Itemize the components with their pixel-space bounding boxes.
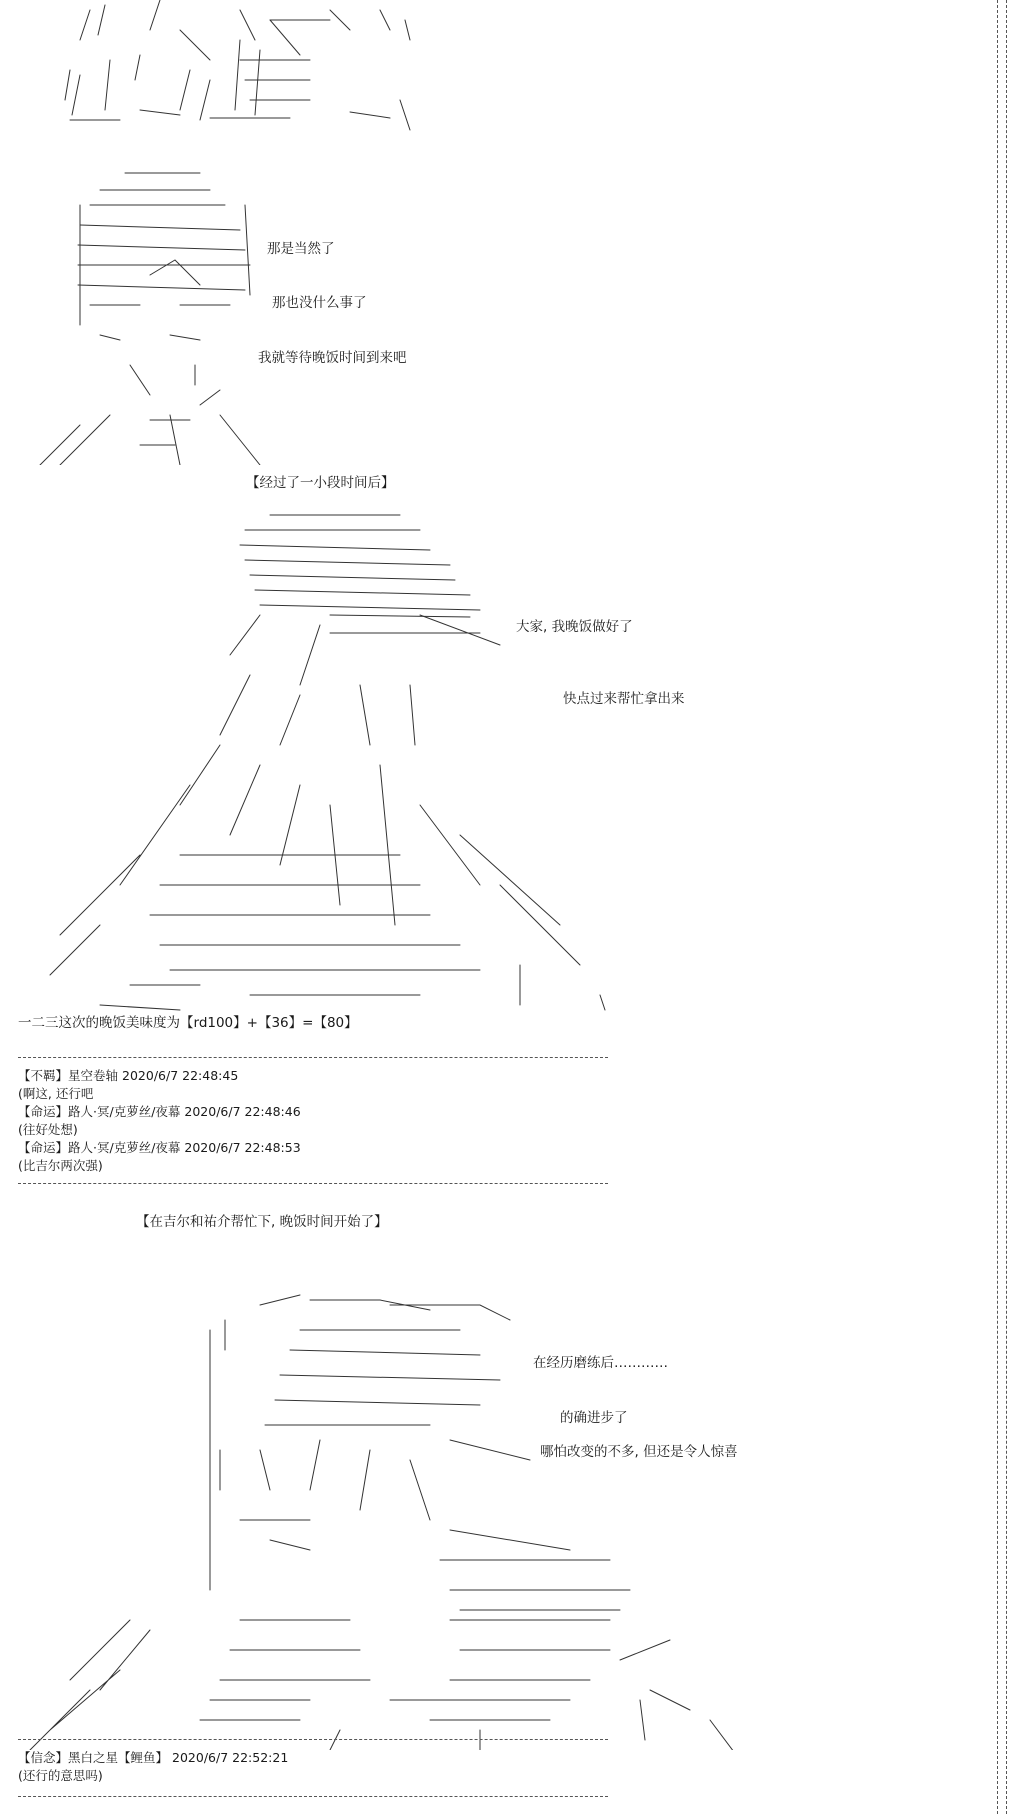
comment-text: (还行的意思吗) <box>18 1768 103 1783</box>
comment-author: 路人·冥/克萝丝/夜幕 <box>68 1104 181 1119</box>
right-border-line <box>997 0 998 1814</box>
comment-text: (往好处想) <box>18 1122 78 1137</box>
right-border-line-outer <box>1006 0 1007 1814</box>
comment-header <box>18 1750 288 1765</box>
comment-time: 2020/6/7 22:52:21 <box>172 1750 289 1765</box>
dialogue-line: 大家, 我晚饭做好了 <box>516 619 633 635</box>
dialogue-line: 那是当然了 <box>267 241 335 257</box>
comment-tag: 【不羁】 <box>18 1068 69 1083</box>
scene-caption: 【经过了一小段时间后】 <box>246 475 395 491</box>
divider <box>18 1796 608 1797</box>
ascii-art-character-1 <box>20 165 300 465</box>
dialogue-line: 哪怕改变的不多, 但还是令人惊喜 <box>540 1444 738 1460</box>
comment-author: 路人·冥/克萝丝/夜幕 <box>68 1140 181 1155</box>
comment-text: (啊这, 还行吧 <box>18 1086 94 1101</box>
scene-caption: 【在吉尔和祐介帮忙下, 晚饭时间开始了】 <box>136 1214 388 1230</box>
comment-header <box>18 1104 301 1119</box>
comment-header <box>18 1068 238 1083</box>
dialogue-line: 快点过来帮忙拿出来 <box>563 691 685 707</box>
dialogue-line: 在经历磨练后………… <box>533 1355 668 1371</box>
dialogue-line: 那也没什么事了 <box>272 295 367 311</box>
dialogue-line: 的确进步了 <box>560 1410 628 1426</box>
comment-time: 2020/6/7 22:48:46 <box>184 1104 301 1119</box>
comment-header <box>18 1140 301 1155</box>
comment-author: 黑白之星【鲤鱼】 <box>68 1750 169 1765</box>
comment-text: (比吉尔两次强) <box>18 1158 103 1173</box>
dice-result-line: 一二三这次的晚饭美味度为【rd100】+【36】=【80】 <box>18 1015 358 1031</box>
comment-tag: 【命运】 <box>18 1104 69 1119</box>
ascii-art-figure-top <box>10 0 470 140</box>
divider <box>18 1183 608 1184</box>
comment-author: 星空卷轴 <box>68 1068 119 1083</box>
comment-tag: 【信念】 <box>18 1750 69 1765</box>
dialogue-line: 我就等待晚饭时间到来吧 <box>258 350 407 366</box>
divider <box>18 1057 608 1058</box>
comment-tag: 【命运】 <box>18 1140 69 1155</box>
comment-time: 2020/6/7 22:48:45 <box>122 1068 239 1083</box>
comment-time: 2020/6/7 22:48:53 <box>184 1140 301 1155</box>
ascii-art-character-2 <box>0 505 610 1015</box>
divider <box>18 1739 608 1740</box>
